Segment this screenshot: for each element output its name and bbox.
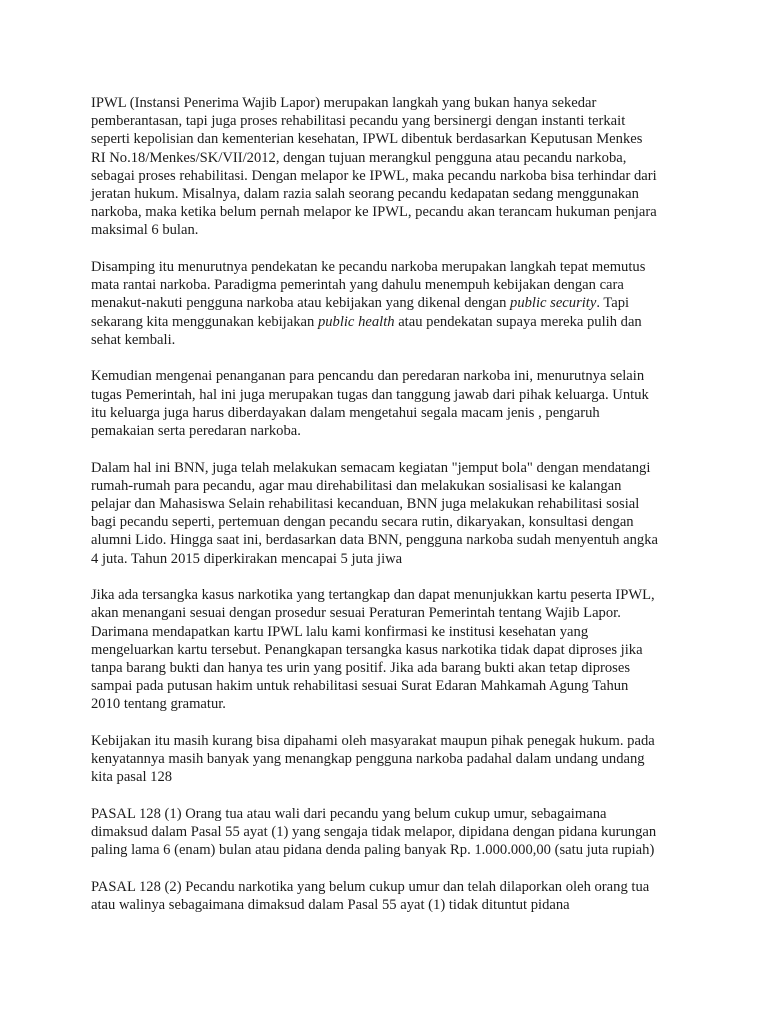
text-line: [91, 294, 691, 312]
text-line: [91, 112, 691, 130]
text-segment: itu keluarga juga harus diberdayakan dalam mengetahui segala macam jenis , pengaruh: [91, 404, 600, 421]
text-line: [91, 221, 691, 239]
text-line: [91, 641, 691, 659]
text-line: [91, 604, 691, 622]
text-line: [91, 386, 691, 404]
paragraph-1: [91, 94, 691, 240]
text-line: [91, 185, 691, 203]
text-line: [91, 367, 691, 385]
text-line: [91, 878, 691, 896]
text-segment: pemakaian serta peredaran narkoba.: [91, 423, 301, 440]
text-line: [91, 422, 691, 440]
text-segment: Kemudian mengenai penanganan para pencandu dan peredaran narkoba ini, menurutnya selain: [91, 368, 645, 385]
text-segment: Dalam hal ini BNN, juga telah melakukan semacam kegiatan "jemput bola" dengan mendatangi: [91, 459, 651, 476]
text-segment: mengeluarkan kartu tersebut. Penangkapan tersangka kasus narkotika tidak dapat diproses jika: [91, 641, 643, 658]
text-segment: IPWL (Instansi Penerima Wajib Lapor) merupakan langkah yang bukan hanya sekedar: [91, 95, 597, 111]
text-line: [91, 732, 691, 750]
text-segment: pemberantasan, tapi juga proses rehabilitasi pecandu yang bersinergi dengan instanti terkait: [91, 113, 626, 130]
text-segment: jeratan hukum. Misalnya, dalam razia salah seorang pecandu kedapatan sedang menggunakan: [91, 186, 639, 203]
text-line: [91, 94, 691, 112]
text-segment: kenyatannya masih banyak yang menangkap pengguna narkoba padahal dalam undang undang: [91, 751, 645, 768]
text-segment: atau walinya sebagaimana dimaksud dalam Pasal 55 ayat (1) tidak dituntut pidana: [91, 897, 570, 914]
text-segment: maksimal 6 bulan.: [91, 222, 199, 239]
text-line: [91, 531, 691, 549]
text-segment: seperti kepolisian dan kementerian kesehatan, IPWL dibentuk berdasarkan Keputusan Menkes: [91, 131, 643, 148]
text-segment: rumah-rumah para pecandu, agar mau direhabilitasi dan melakukan sosialisasi ke kalangan: [91, 477, 622, 494]
paragraph-5: [91, 586, 691, 713]
text-segment: 2010 tentang gramatur.: [91, 696, 226, 713]
text-line: [91, 623, 691, 641]
paragraph-7: [91, 805, 691, 860]
text-segment: Disamping itu menurutnya pendekatan ke pecandu narkoba merupakan langkah tepat memutus: [91, 259, 646, 276]
text-segment: kita pasal 128: [91, 769, 173, 786]
text-line: [91, 677, 691, 695]
text-segment: RI No.18/Menkes/SK/VII/2012, dengan tujuan merangkul pengguna atau pecandu narkoba,: [91, 149, 627, 166]
text-line: [91, 130, 691, 148]
text-line: [91, 477, 691, 495]
text-segment: mata rantai narkoba. Paradigma pemerintah yang dahulu menempuh kebijakan dengan cara: [91, 277, 624, 294]
text-line: [91, 750, 691, 768]
text-segment: Kebijakan itu masih kurang bisa dipahami oleh masyarakat maupun pihak penegak hukum. pada: [91, 733, 655, 750]
text-line: [91, 149, 691, 167]
paragraph-4: [91, 459, 691, 568]
text-line: [91, 331, 691, 349]
text-segment: . Tapi: [596, 295, 630, 312]
paragraph-3: [91, 367, 691, 440]
text-segment: PASAL 128 (1) Orang tua atau wali dari pecandu yang belum cukup umur, sebagaimana: [91, 806, 607, 823]
text-line: [91, 805, 691, 823]
text-line: [91, 586, 691, 604]
document-body: [91, 94, 691, 933]
text-segment: Darimana mendapatkan kartu IPWL lalu kami konfirmasi ke institusi kesehatan yang: [91, 623, 589, 640]
text-line: [91, 258, 691, 276]
text-line: [91, 823, 691, 841]
text-line: [91, 695, 691, 713]
text-line: [91, 313, 691, 331]
text-line: [91, 896, 691, 914]
paragraph-6: [91, 732, 691, 787]
text-segment: tugas Pemerintah, hal ini juga merupakan tugas dan tanggung jawab dari pihak keluarga. Untuk: [91, 386, 649, 403]
text-line: [91, 459, 691, 477]
text-segment: 4 juta. Tahun 2015 diperkirakan mencapai 5 juta jiwa: [91, 550, 403, 567]
text-segment: tanpa barang bukti dan hanya tes urin yang positif. Jika ada barang bukti akan tetap diproses: [91, 660, 630, 677]
text-line: [91, 550, 691, 568]
text-segment: atau pendekatan supaya mereka pulih dan: [394, 313, 642, 330]
text-line: [91, 404, 691, 422]
text-segment: pelajar dan Mahasiswa Selain rehabilitasi kecanduan, BNN juga melakukan rehabilitasi sosial: [91, 496, 640, 513]
text-segment: PASAL 128 (2) Pecandu narkotika yang belum cukup umur dan telah dilaporkan oleh orang tua: [91, 879, 650, 896]
text-segment: menakut-nakuti pengguna narkoba atau kebijakan yang dikenal dengan: [91, 295, 511, 312]
text-segment: akan menangani sesuai dengan prosedur sesuai Peraturan Pemerintah tentang Wajib Lapor.: [91, 605, 621, 622]
text-segment: dimaksud dalam Pasal 55 ayat (1) yang sengaja tidak melapor, dipidana dengan pidana kurungan: [91, 824, 657, 841]
text-line: [91, 203, 691, 221]
paragraph-8: [91, 878, 691, 914]
text-line: [91, 167, 691, 185]
text-segment: Jika ada tersangka kasus narkotika yang tertangkap dan dapat menunjukkan kartu peserta IPWL,: [91, 587, 655, 604]
text-segment: sampai pada putusan hakim untuk rehabilitasi sesuai Surat Edaran Mahkamah Agung Tahun: [91, 678, 629, 695]
text-line: [91, 768, 691, 786]
text-segment: alumni Lido. Hingga saat ini, berdasarkan data BNN, pengguna narkoba sudah menyentuh angka: [91, 532, 658, 549]
text-segment: paling lama 6 (enam) bulan atau pidana denda paling banyak Rp. 1.000.000,00 (satu juta rupiah): [91, 842, 655, 859]
text-line: [91, 659, 691, 677]
text-segment: narkoba, maka ketika belum pernah melapor ke IPWL, pecandu akan terancam hukuman penjara: [91, 204, 657, 221]
text-line: [91, 276, 691, 294]
italic-term: public security: [510, 295, 597, 312]
text-segment: sekarang kita menggunakan kebijakan: [91, 313, 318, 330]
text-line: [91, 495, 691, 513]
text-segment: sebagai proses rehabilitasi. Dengan melapor ke IPWL, maka pecandu narkoba bisa terhindar dari: [91, 167, 657, 184]
text-line: [91, 513, 691, 531]
text-segment: sehat kembali.: [91, 331, 176, 348]
text-segment: bagi pecandu seperti, pertemuan dengan pecandu secara rutin, dikaryakan, konsultasi dengan: [91, 514, 634, 531]
text-line: [91, 841, 691, 859]
italic-term: public health: [317, 313, 395, 330]
paragraph-2: [91, 258, 691, 349]
